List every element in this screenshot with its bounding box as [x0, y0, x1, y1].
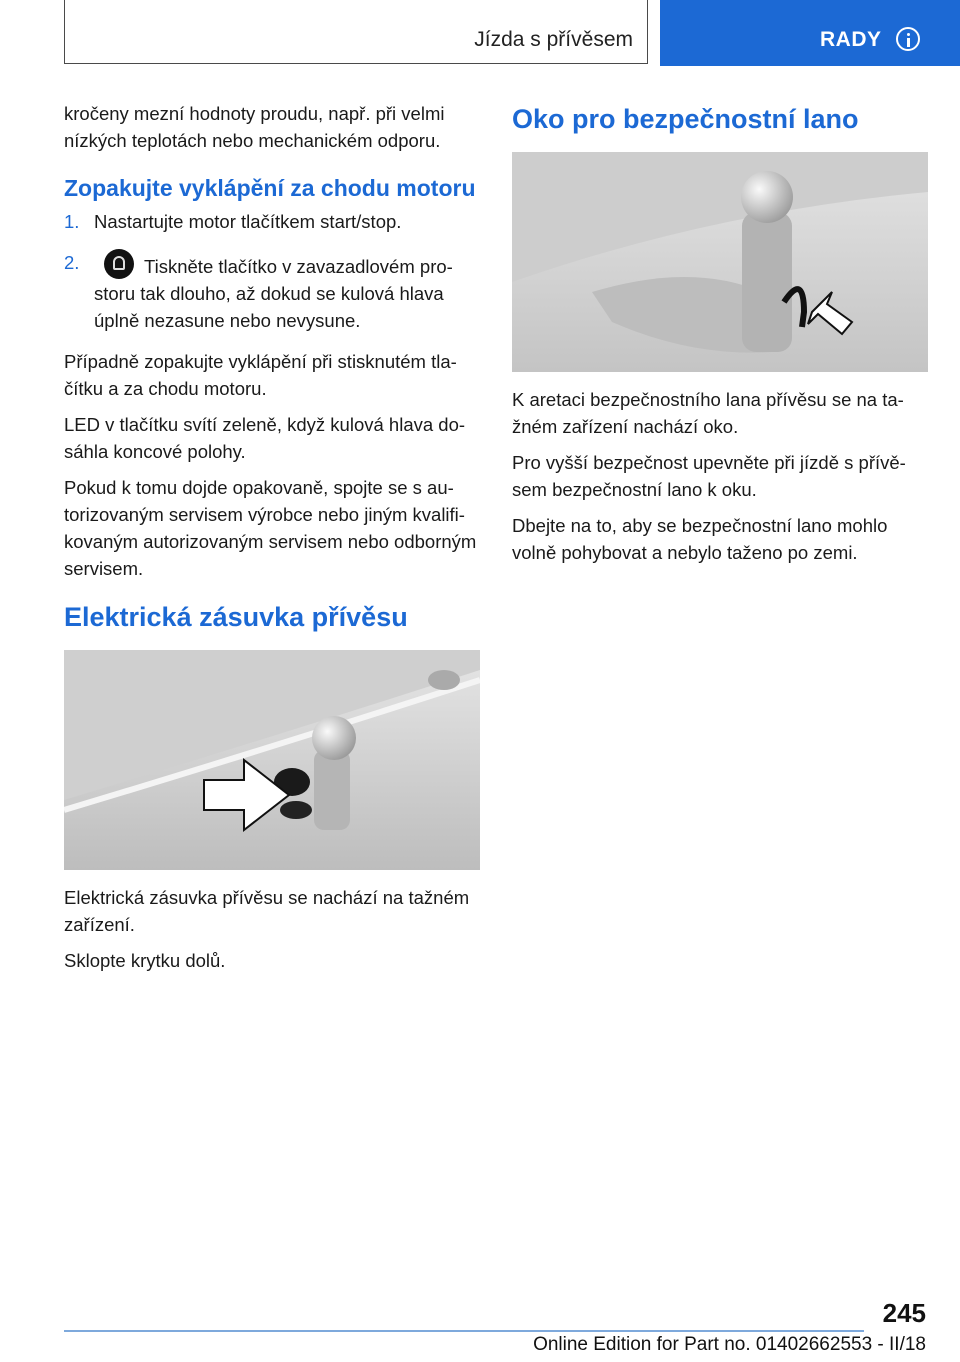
paragraph-repeat: Případně zopakujte vyklápění při stisknutém tlačítku a za chodu motoru.: [64, 351, 457, 399]
footer-divider: [64, 1330, 864, 1332]
paragraph-eye-usage: Pro vyšší bezpečnost upevněte při jízdě s přívěsem bezpečnostní lano k oku.: [512, 452, 906, 500]
paragraph-service: Pokud k tomu dojde opakovaně, spojte se s autorizovaným servisem výrobce nebo jiným kvalifikovaným autorizovaným servisem nebo odborným servisem.: [64, 477, 477, 579]
header-nav-tab[interactable]: [660, 0, 960, 66]
step-text: Nastartujte motor tlačítkem start/stop.: [94, 211, 402, 232]
step-number: 1.: [64, 211, 80, 232]
intro-paragraph: kročeny mezní hodnoty proudu, např. při velmi nízkých teplotách nebo mechanickém odporu.: [64, 103, 445, 151]
paragraph-eye-caution: Dbejte na to, aby se bezpečnostní lano mohlo volně pohybovat a nebylo taženo po zemi.: [512, 515, 888, 563]
heading-safety-eye: Oko pro bezpečnostní lano: [512, 104, 859, 134]
section-title: Jízda s přívěsem: [474, 28, 633, 51]
step-number: 2.: [64, 252, 80, 273]
caption-socket: Elektrická zásuvka přívěsu se nachází na tažném zařízení.: [64, 887, 470, 935]
heading-socket: Elektrická zásuvka přívěsu: [64, 602, 408, 632]
paragraph-eye-location: K aretaci bezpečnostního lana přívěsu se na tažném zařízení nachází oko.: [512, 389, 904, 437]
header-section-tab: [64, 0, 648, 64]
socket-illustration: [64, 650, 480, 870]
right-column: [512, 100, 930, 575]
safety-eye-illustration: [512, 152, 928, 372]
heading-repeat-tilt: Zopakujte vyklápění za chodu motoru: [64, 175, 476, 201]
paragraph-led: LED v tlačítku svítí zeleně, když kulová hlava dosáhla koncové polohy.: [64, 414, 466, 462]
info-icon[interactable]: [896, 27, 920, 51]
edition-note: Online Edition for Part no. 01402662553 - II/18: [533, 1334, 926, 1355]
page-number: 245: [882, 1298, 926, 1328]
caption-cover: Sklopte krytku dolů.: [64, 950, 226, 971]
step-text: Tiskněte tlačítko v zavazadlovém prostoru tak dlouho, až dokud se kulová hlava úplně nezasune nebo nevysune.: [94, 256, 453, 331]
tow-hitch-button-icon: [104, 249, 134, 279]
nav-label[interactable]: RADY: [820, 28, 882, 51]
left-column: [64, 100, 482, 983]
step-2: [64, 249, 482, 334]
step-1: [64, 208, 482, 235]
